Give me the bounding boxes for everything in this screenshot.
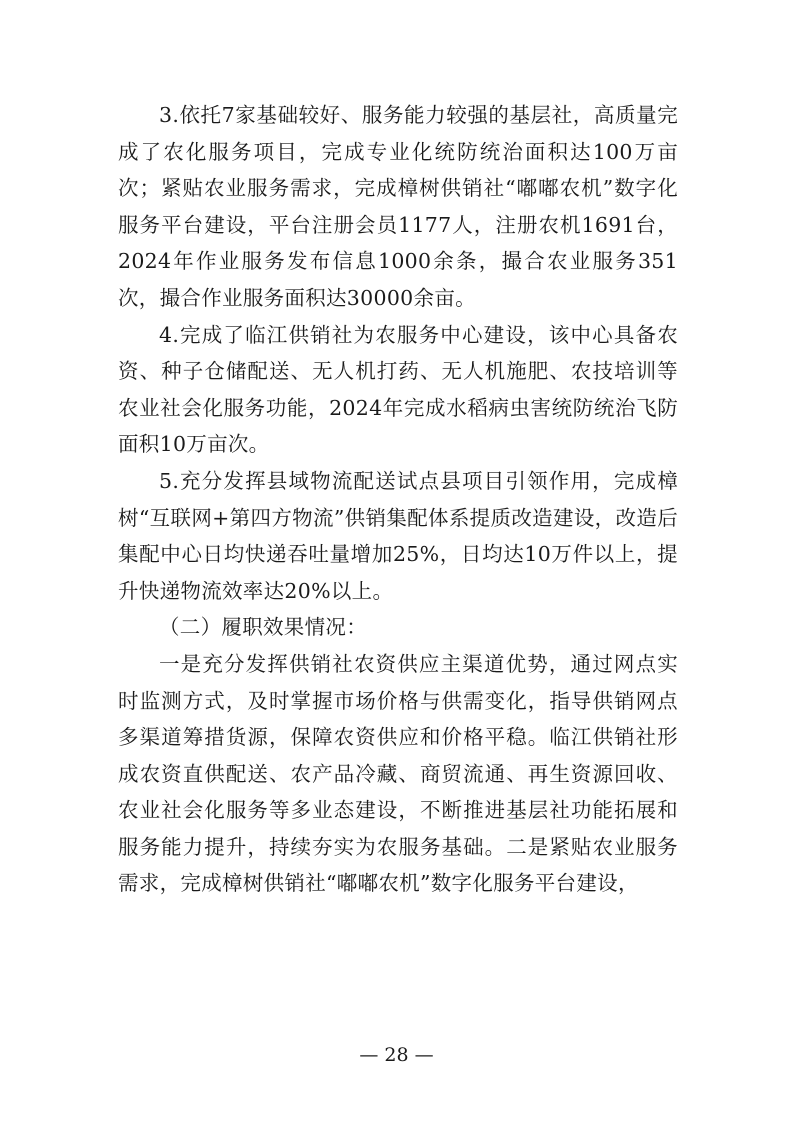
paragraph-item-5: 5.充分发挥县域物流配送试点县项目引领作用，完成樟树“互联网+第四方物流”供销集配体系提质改造建设，改造后集配中心日均快递吞吐量增加25%，日均达10万件以上，提升快递物流效率达20%以上。	[118, 468, 678, 603]
paragraph-item-3: 3.依托7家基础较好、服务能力较强的基层社，高质量完成了农化服务项目，完成专业化统防统治面积达100万亩次；紧贴农业服务需求，完成樟树供销社“嘟嘟农机”数字化服务平台建设，平台注册会员1177人，注册农机1691台，2024年作业服务发布信息1000余条，撮合农业服务351次，撮合作业服务面积达30000余亩。	[118, 103, 678, 310]
section-heading: （二）履职效果情况：	[159, 615, 367, 640]
page-number: — 28 —	[359, 1044, 434, 1066]
paragraph-item-4: 4.完成了临江供销社为农服务中心建设，该中心具备农资、种子仓储配送、无人机打药、无人机施肥、农技培训等农业社会化服务功能，2024年完成水稻病虫害统防统治飞防面积10万亩次。	[118, 322, 678, 457]
effect-paragraph: 一是充分发挥供销社农资供应主渠道优势，通过网点实时监测方式，及时掌握市场价格与供需变化，指导供销网点多渠道筹措货源，保障农资供应和价格平稳。临江供销社形成农资直供配送、农产品冷藏、商贸流通、再生资源回收、农业社会化服务等多业态建设，不断推进基层社功能拓展和服务能力提升，持续夯实为农服务基础。二是紧贴农业服务需求，完成樟树供销社“嘟嘟农机”数字化服务平台建设，	[118, 651, 678, 896]
document-body	[118, 97, 678, 902]
